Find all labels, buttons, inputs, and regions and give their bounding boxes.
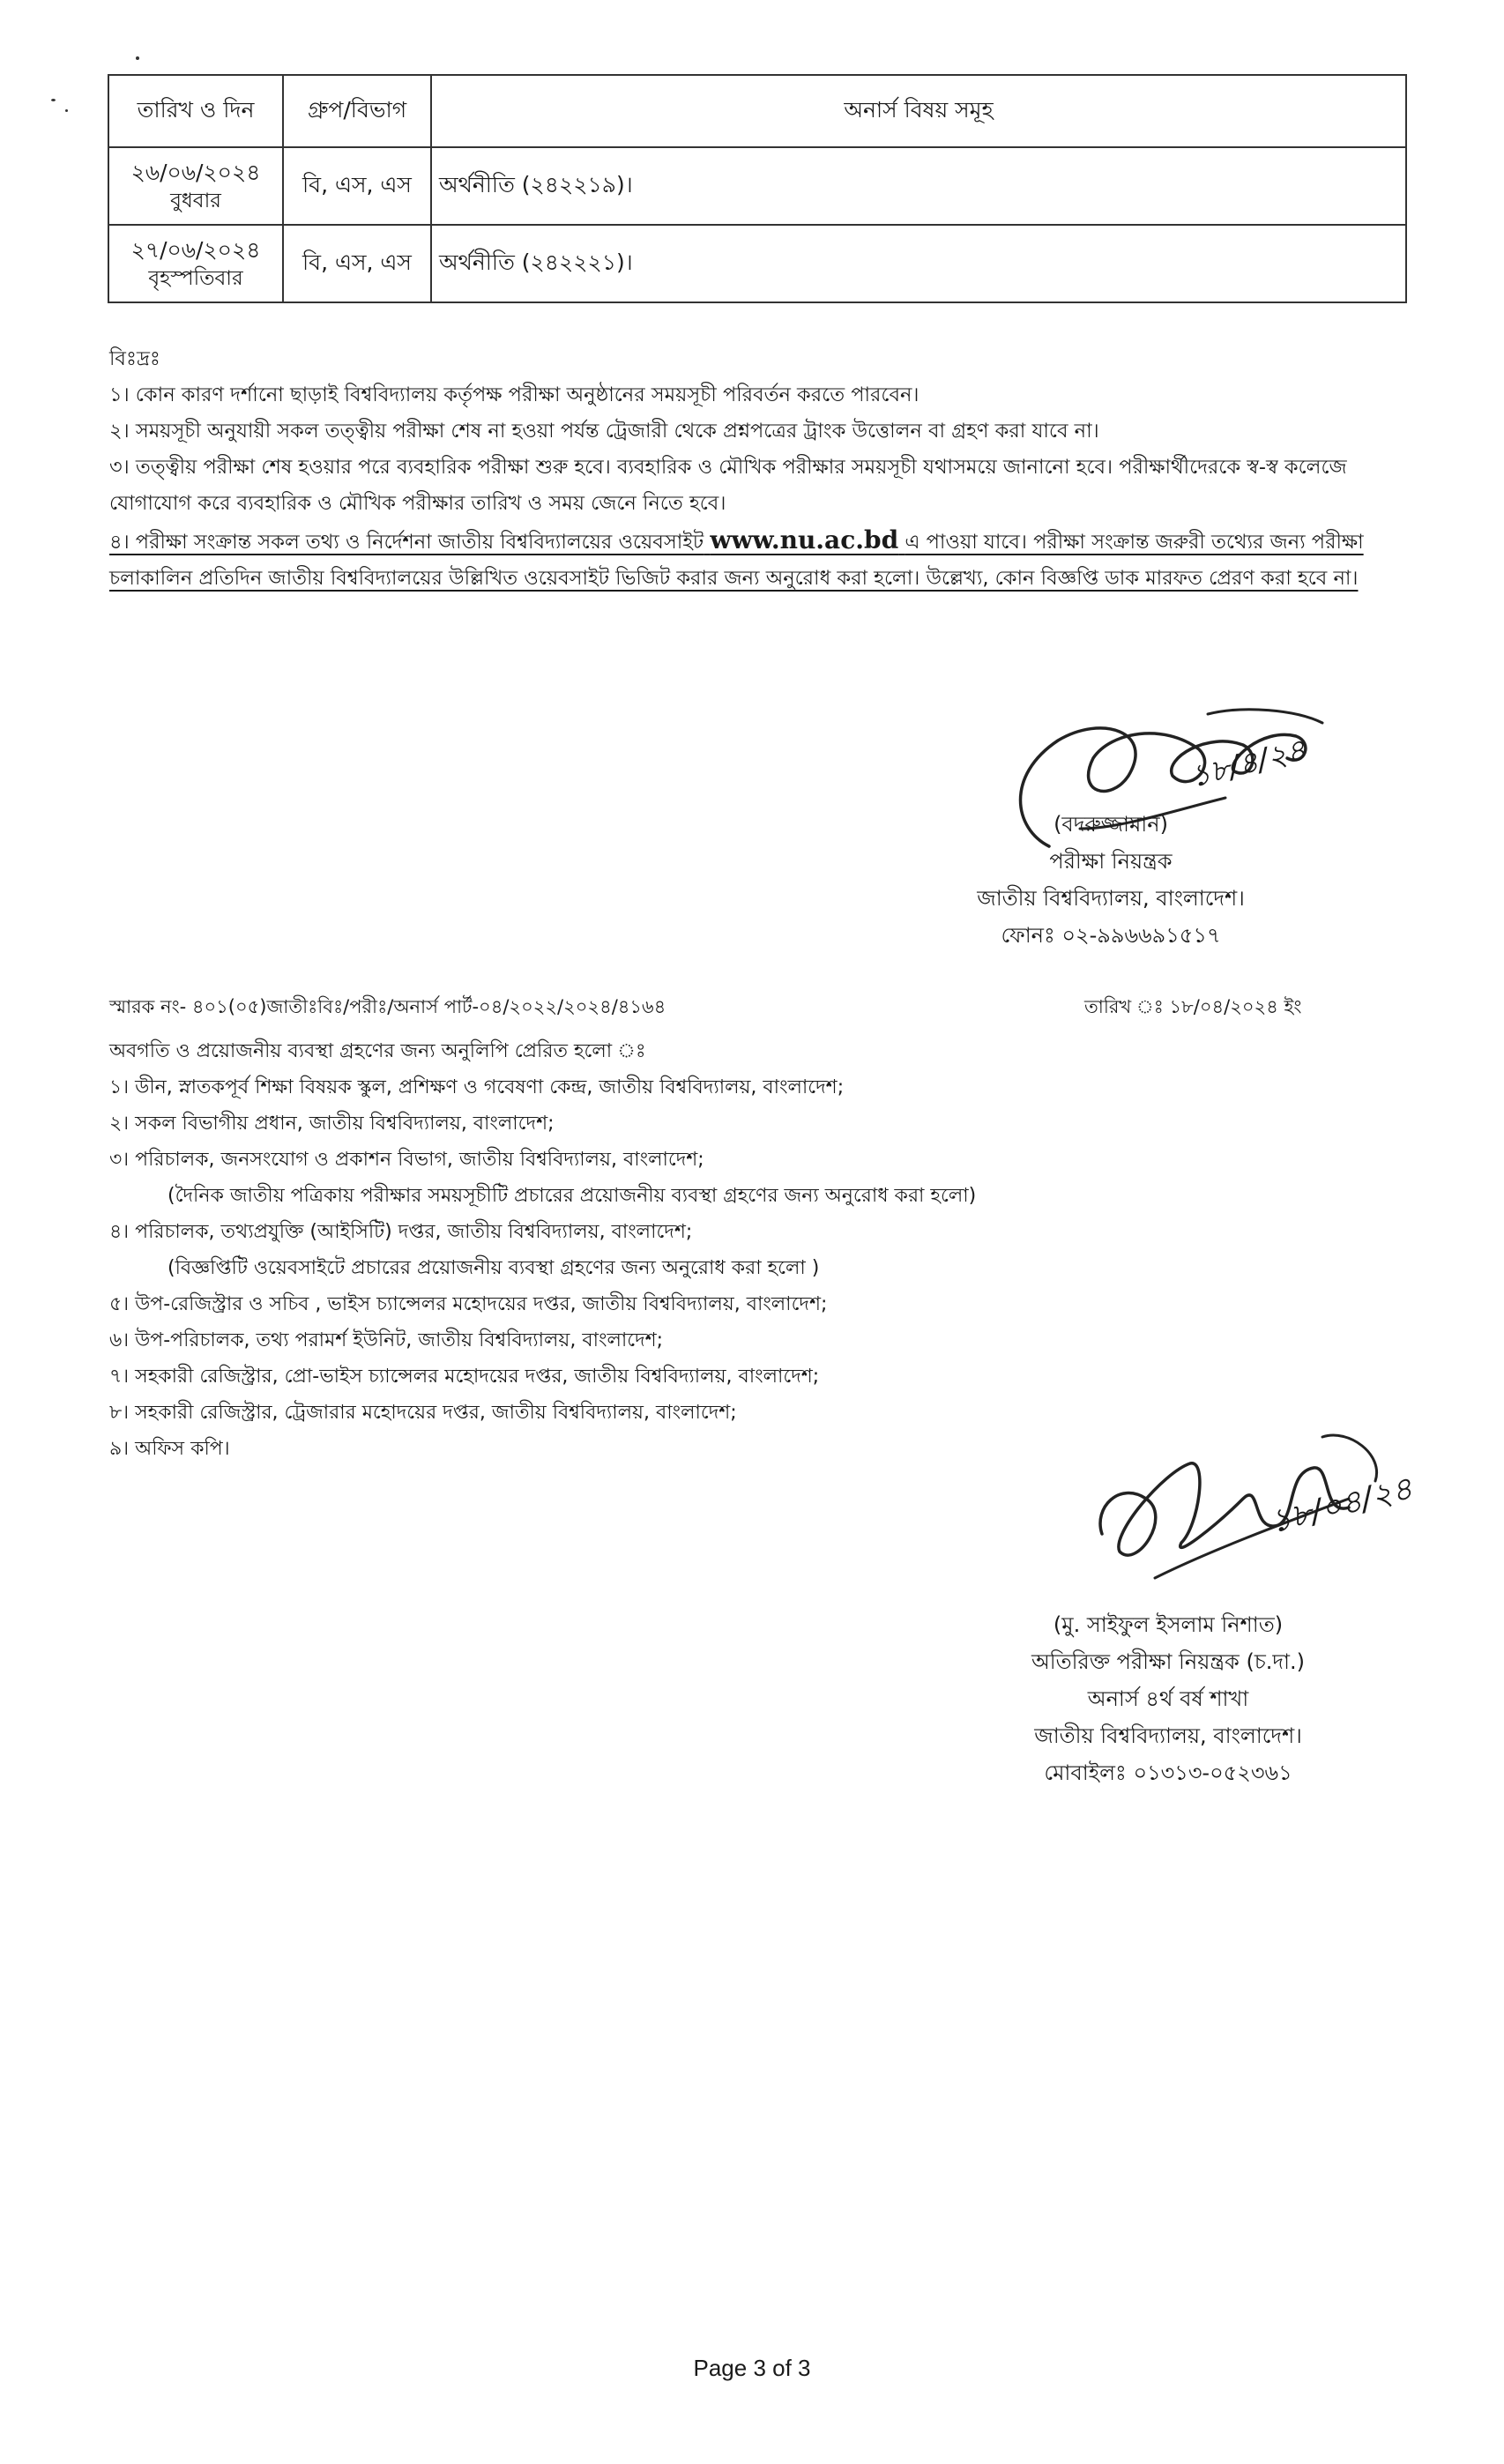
notes-section — [109, 341, 1405, 597]
table-row — [108, 147, 1406, 225]
memo-date: তারিখ ঃ ১৮/০৪/২০২৪ ইং — [1084, 996, 1302, 1017]
exam-schedule-table — [108, 74, 1407, 303]
controller-signature-block — [952, 806, 1269, 954]
scan-speck — [51, 99, 56, 101]
note-4-suffix: এ পাওয়া যাবে। পরীক্ষা সংক্রান্ত জরুরী তথ্যের জন্য পরীক্ষা চলাকালিন প্রতিদিন জাতীয় বিশ্ববিদ্যালয়ের উল্লিখিত ওয়েবসাইট ভিজিট করার জন্য অনুরোধ করা হলো। উল্লেখ্য, কোন বিজ্ঞপ্তি ডাক মারফত প্রেরণ করা হবে না। — [109, 531, 1364, 590]
copies-intro: অবগতি ও প্রয়োজনীয় ব্যবস্থা গ্রহণের জন্য অনুলিপি প্রেরিত হলো ঃ — [109, 1040, 646, 1062]
date-cell — [108, 147, 283, 225]
header-group: গ্রুপ/বিভাগ — [283, 75, 431, 147]
list-item: ৮। সহকারী রেজিস্ট্রার, ট্রেজারার মহোদয়ের দপ্তর, জাতীয় বিশ্ববিদ্যালয়, বাংলাদেশ; — [109, 1402, 737, 1424]
note-item: ৩। তত্ত্বীয় পরীক্ষা শেষ হওয়ার পরে ব্যবহারিক পরীক্ষা শুরু হবে। ব্যবহারিক ও মৌখিক পরীক্ষার সময়সূচী যথাসময়ে জানানো হবে। পরীক্ষার্থীদেরকে স্ব-স্ব কলেজে যোগাযোগ করে ব্যবহারিক ও মৌখিক পরীক্ষার তারিখ ও সময় জেনে নিতে হবে। — [109, 456, 1347, 515]
exam-date: ২৬/০৬/২০২৪ — [130, 160, 261, 185]
list-item: ২। সকল বিভাগীয় প্রধান, জাতীয় বিশ্ববিদ্যালয়, বাংলাদেশ; — [109, 1113, 555, 1135]
note-item: ১। কোন কারণ দর্শানো ছাড়াই বিশ্ববিদ্যালয় কর্তৃপক্ষ পরীক্ষা অনুষ্ঠানের সময়সূচী পরিবর্তন করতে পারবেন। — [109, 383, 920, 406]
list-item: ৩। পরিচালক, জনসংযোগ ও প্রকাশন বিভাগ, জাতীয় বিশ্ববিদ্যালয়, বাংলাদেশ; — [109, 1149, 704, 1171]
signatory-title: অতিরিক্ত পরীক্ষা নিয়ন্ত্রক (চ.দা.) — [1031, 1649, 1305, 1674]
scan-speck — [65, 109, 68, 112]
signatory-mobile: মোবাইলঃ ০১৩১৩-০৫২৩৬১ — [1044, 1761, 1292, 1785]
list-item: ১। ডীন, স্নাতকপূর্ব শিক্ষা বিষয়ক স্কুল, প্রশিক্ষণ ও গবেষণা কেন্দ্র, জাতীয় বিশ্ববিদ্যালয়, বাংলাদেশ; — [109, 1076, 845, 1098]
list-item: ৫। উপ-রেজিস্ট্রার ও সচিব , ভাইস চ্যান্সেলর মহোদয়ের দপ্তর, জাতীয় বিশ্ববিদ্যালয়, বাংলাদেশ; — [109, 1293, 828, 1315]
list-item-note: (দৈনিক জাতীয় পত্রিকায় পরীক্ষার সময়সূচীটি প্রচারের প্রয়োজনীয় ব্যবস্থা গ্রহণের জন্য অনুরোধ করা হলো) — [168, 1185, 977, 1207]
exam-day: বুধবার — [170, 190, 221, 212]
date-cell — [108, 225, 283, 302]
website-link[interactable]: www.nu.ac.bd — [710, 525, 899, 555]
signatory-name: (মু. সাইফুল ইসলাম নিশাত) — [1053, 1612, 1284, 1637]
note-item-website — [109, 522, 1405, 597]
signatory-title: পরীক্ষা নিয়ন্ত্রক — [1049, 849, 1173, 874]
subject-cell: অর্থনীতি (২৪২২২১)। — [431, 225, 1406, 302]
group-cell: বি, এস, এস — [283, 147, 431, 225]
table-header-row — [108, 75, 1406, 147]
subject-cell: অর্থনীতি (২৪২২১৯)। — [431, 147, 1406, 225]
group-cell: বি, এস, এস — [283, 225, 431, 302]
list-item: ৪। পরিচালক, তথ্যপ্রযুক্তি (আইসিটি) দপ্তর, জাতীয় বিশ্ববিদ্যালয়, বাংলাদেশ; — [109, 1221, 693, 1243]
exam-date: ২৭/০৬/২০২৪ — [130, 237, 261, 263]
signatory-dept: অনার্স ৪র্থ বর্ষ শাখা — [1087, 1686, 1249, 1711]
signature-1-date: ১৮/৪/২৪ — [1187, 732, 1310, 795]
copies-list — [109, 1033, 1167, 1467]
exam-day: বৃহস্পতিবার — [148, 267, 243, 290]
signatory-name: (বদরুজ্জামান) — [1054, 812, 1168, 837]
memo-number: স্মারক নং- ৪০১(০৫)জাতীঃবিঃ/পরীঃ/অনার্স পার্ট-০৪/২০২২/২০২৪/৪১৬৪ — [109, 996, 666, 1017]
list-item: ৭। সহকারী রেজিস্ট্রার, প্রো-ভাইস চ্যান্সেলর মহোদয়ের দপ্তর, জাতীয় বিশ্ববিদ্যালয়, বাংলাদেশ; — [109, 1366, 820, 1388]
list-item: ৬। উপ-পরিচালক, তথ্য পরামর্শ ইউনিট, জাতীয় বিশ্ববিদ্যালয়, বাংলাদেশ; — [109, 1329, 664, 1351]
header-subjects: অনার্স বিষয় সমূহ — [431, 75, 1406, 147]
additional-controller-signature-block — [996, 1606, 1340, 1791]
note-item: ২। সময়সূচী অনুযায়ী সকল তত্ত্বীয় পরীক্ষা শেষ না হওয়া পর্যন্ত ট্রেজারী থেকে প্রশ্নপত্রের ট্রাংক উত্তোলন বা গ্রহণ করা যাবে না। — [109, 420, 1099, 443]
header-date: তারিখ ও দিন — [108, 75, 283, 147]
note-4-prefix: ৪। পরীক্ষা সংক্রান্ত সকল তথ্য ও নির্দেশনা জাতীয় বিশ্ববিদ্যালয়ের ওয়েবসাইট — [109, 531, 704, 554]
signatory-org: জাতীয় বিশ্ববিদ্যালয়, বাংলাদেশ। — [1034, 1723, 1302, 1748]
signature-2-date: ১৮/০৪/২৪ — [1266, 1470, 1417, 1541]
list-item-note: (বিজ্ঞপ্তিটি ওয়েবসাইটে প্রচারের প্রয়োজনীয় ব্যবস্থা গ্রহণের জন্য অনুরোধ করা হলো ) — [168, 1257, 820, 1279]
table-row — [108, 225, 1406, 302]
signatory-org: জাতীয় বিশ্ববিদ্যালয়, বাংলাদেশ। — [977, 886, 1245, 911]
page-number: Page 3 of 3 — [693, 2355, 811, 2381]
list-item: ৯। অফিস কপি। — [109, 1438, 230, 1460]
signatory-phone: ফোনঃ ০২-৯৯৬৬৯১৫১৭ — [1001, 923, 1221, 948]
notes-heading: বিঃদ্রঃ — [109, 347, 160, 370]
scan-speck — [136, 56, 139, 60]
